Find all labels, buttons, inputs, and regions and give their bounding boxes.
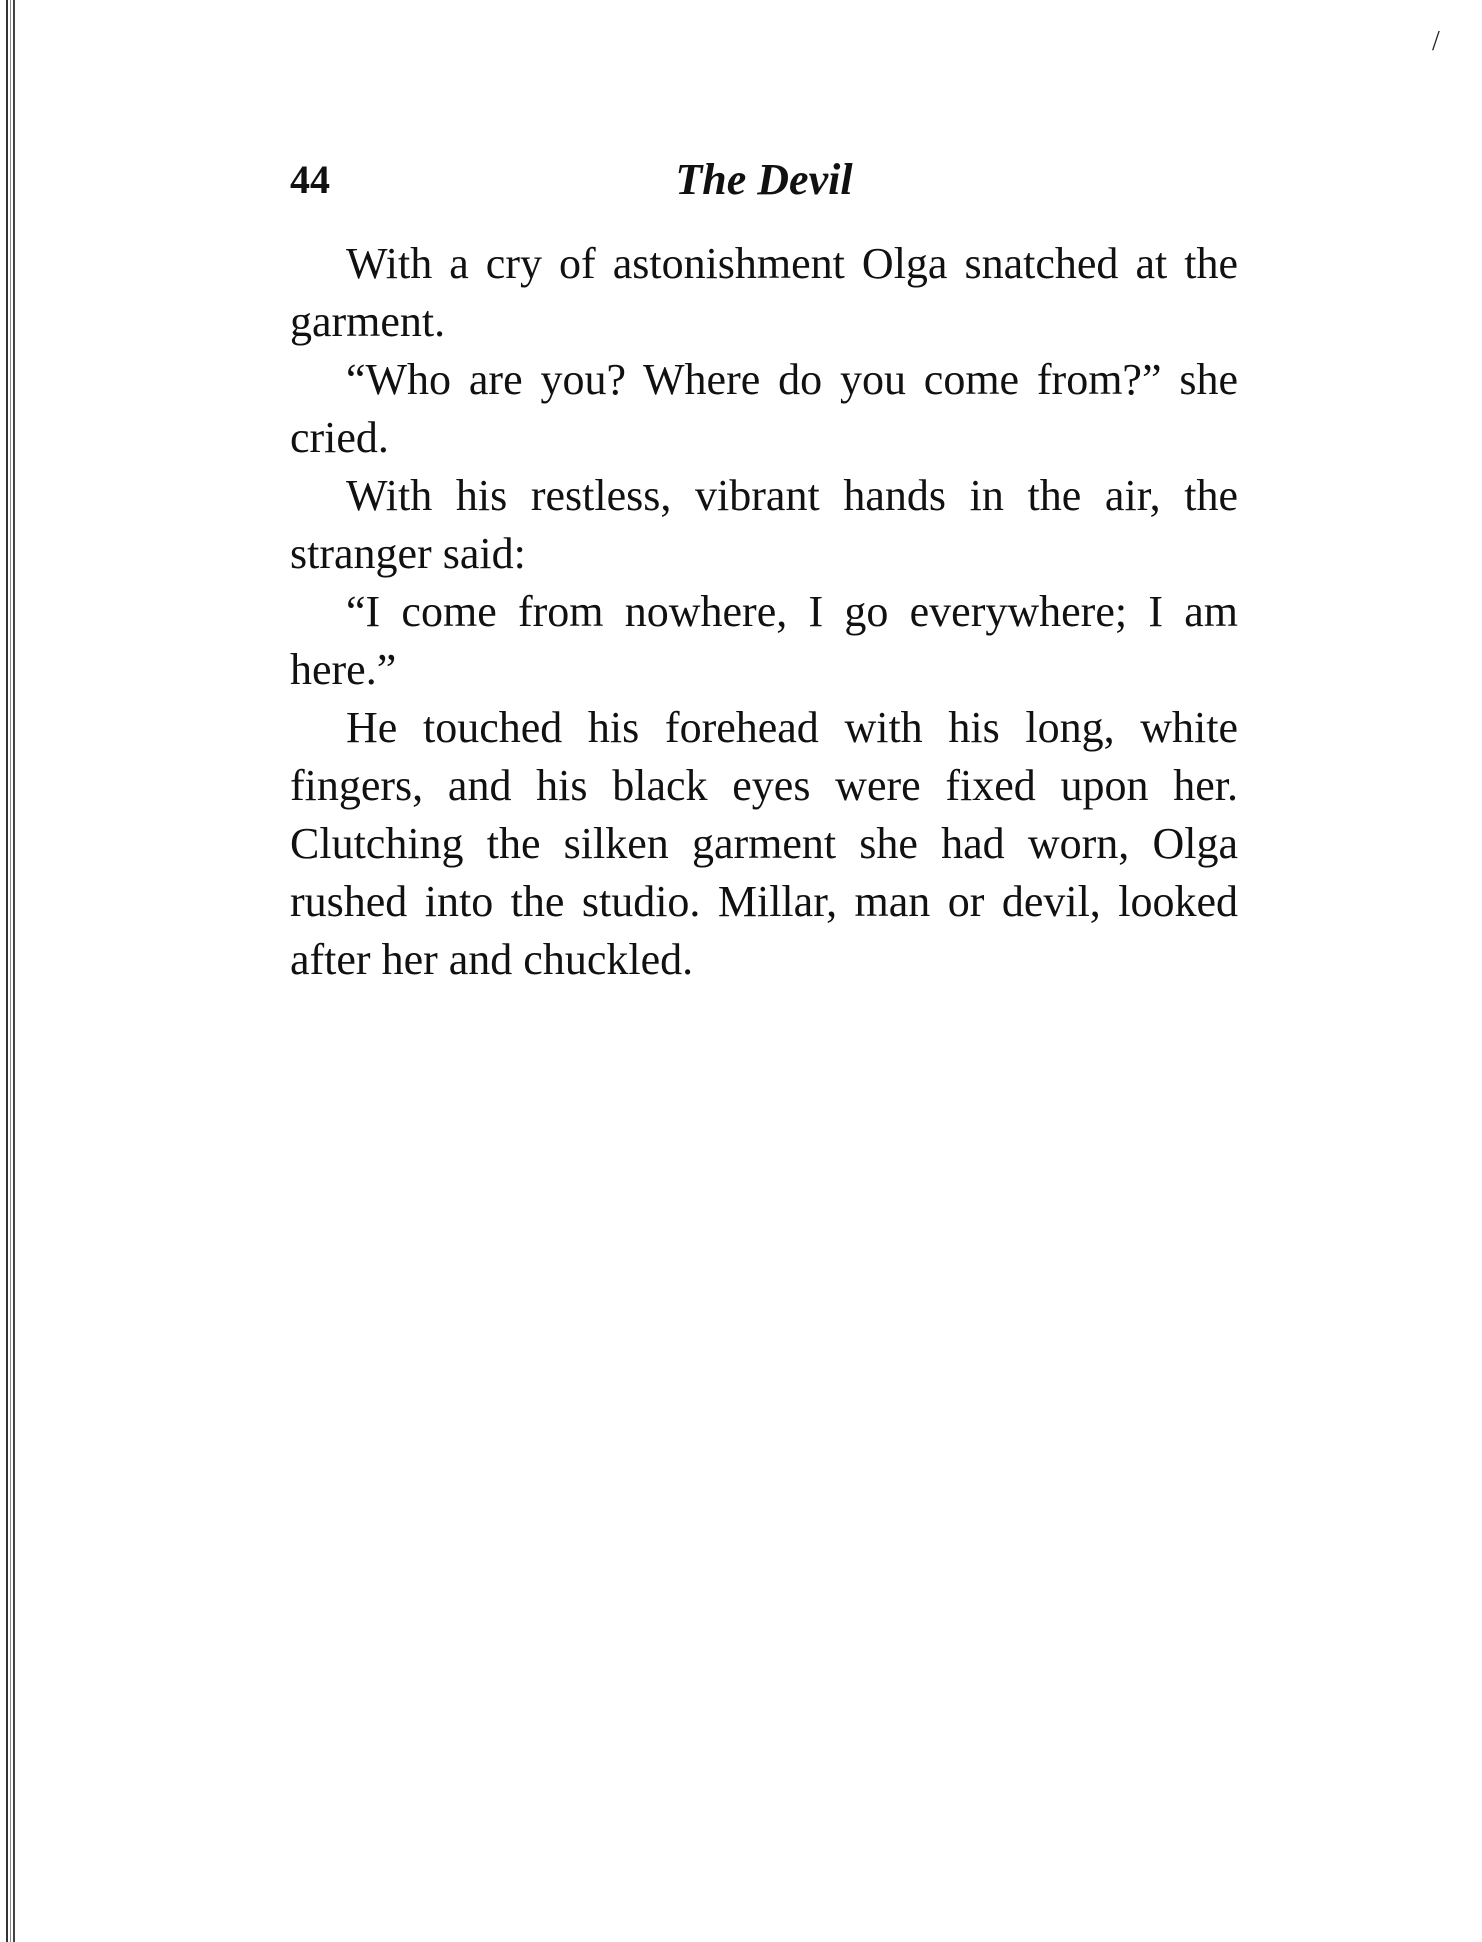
paragraph: With his restless, vibrant hands in the air, the stranger said: [290,471,1238,578]
paragraph: He touched his forehead with his long, white fingers, and his black eyes were fixed upon her. Clutching the silken garment she had worn, Olga rushed into the studio. Millar, man or devil, looked after her and chuckled. [290,703,1238,984]
scan-edge-line [6,0,8,1942]
body-text [290,235,1238,989]
page-number: 44 [290,157,330,202]
running-title: The Devil [675,155,853,204]
stray-mark: / [1432,26,1440,57]
paragraph: With a cry of astonishment Olga snatched at the garment. [290,239,1238,346]
scan-edge-line [13,0,15,1942]
paragraph: “Who are you? Where do you come from?” she cried. [290,355,1238,462]
paragraph: “I come from nowhere, I go everywhere; I am here.” [290,587,1238,694]
scan-edge-line [10,0,11,1942]
page-header [290,150,1238,210]
